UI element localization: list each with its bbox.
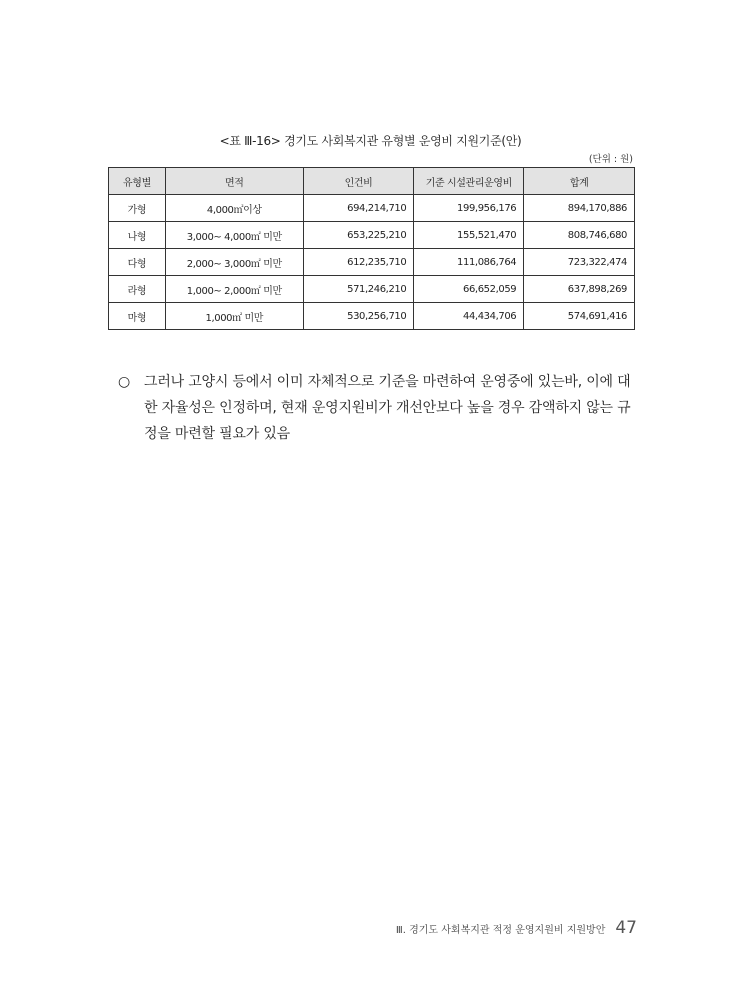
table-row bbox=[109, 303, 635, 330]
table-row bbox=[109, 249, 635, 276]
header-type: 유형별 bbox=[109, 168, 166, 195]
table-caption: <표 Ⅲ-16> 경기도 사회복지관 유형별 운영비 지원기준(안) bbox=[219, 134, 522, 148]
cell-total: 723,322,474 bbox=[524, 249, 635, 276]
cell-type: 마형 bbox=[109, 303, 166, 330]
cell-total: 894,170,886 bbox=[524, 195, 635, 222]
header-facility-cost: 기준 시설관리운영비 bbox=[414, 168, 524, 195]
cell-personnel-cost: 653,225,210 bbox=[303, 222, 414, 249]
support-standard-table bbox=[108, 167, 635, 330]
table-row bbox=[109, 276, 635, 303]
paragraph-text: 그러나 고양시 등에서 이미 자체적으로 기준을 마련하여 운영중에 있는바, 이에 대한 자율성은 인정하며, 현재 운영지원비가 개선안보다 높을 경우 감액하지 않는 규정을 마련할 필요가 있음 bbox=[144, 374, 631, 442]
unit-label: (단위 : 원) bbox=[588, 154, 633, 165]
cell-facility-cost: 44,434,706 bbox=[414, 303, 524, 330]
cell-area: 1,000㎡ 미만 bbox=[165, 303, 303, 330]
cell-facility-cost: 199,956,176 bbox=[414, 195, 524, 222]
circle-bullet-icon: ○ bbox=[118, 374, 131, 390]
cell-area: 1,000~ 2,000㎡ 미만 bbox=[165, 276, 303, 303]
cell-facility-cost: 111,086,764 bbox=[414, 249, 524, 276]
cell-personnel-cost: 612,235,710 bbox=[303, 249, 414, 276]
cell-personnel-cost: 571,246,210 bbox=[303, 276, 414, 303]
header-personnel-cost: 인건비 bbox=[303, 168, 414, 195]
table-header-row bbox=[109, 168, 635, 195]
cell-type: 가형 bbox=[109, 195, 166, 222]
cell-facility-cost: 155,521,470 bbox=[414, 222, 524, 249]
cell-total: 574,691,416 bbox=[524, 303, 635, 330]
body-paragraph bbox=[118, 369, 638, 447]
cell-total: 808,746,680 bbox=[524, 222, 635, 249]
cell-personnel-cost: 694,214,710 bbox=[303, 195, 414, 222]
page-number: 47 bbox=[615, 918, 637, 938]
header-area: 면적 bbox=[165, 168, 303, 195]
table-row bbox=[109, 222, 635, 249]
cell-facility-cost: 66,652,059 bbox=[414, 276, 524, 303]
cell-personnel-cost: 530,256,710 bbox=[303, 303, 414, 330]
cell-total: 637,898,269 bbox=[524, 276, 635, 303]
cell-type: 다형 bbox=[109, 249, 166, 276]
cell-type: 나형 bbox=[109, 222, 166, 249]
cell-area: 3,000~ 4,000㎡ 미만 bbox=[165, 222, 303, 249]
cell-area: 4,000㎡이상 bbox=[165, 195, 303, 222]
page-footer bbox=[396, 918, 637, 938]
header-total: 합계 bbox=[524, 168, 635, 195]
footer-chapter-title: Ⅲ. 경기도 사회복지관 적정 운영지원비 지원방안 bbox=[395, 925, 606, 936]
cell-type: 라형 bbox=[109, 276, 166, 303]
table-row bbox=[109, 195, 635, 222]
cell-area: 2,000~ 3,000㎡ 미만 bbox=[165, 249, 303, 276]
